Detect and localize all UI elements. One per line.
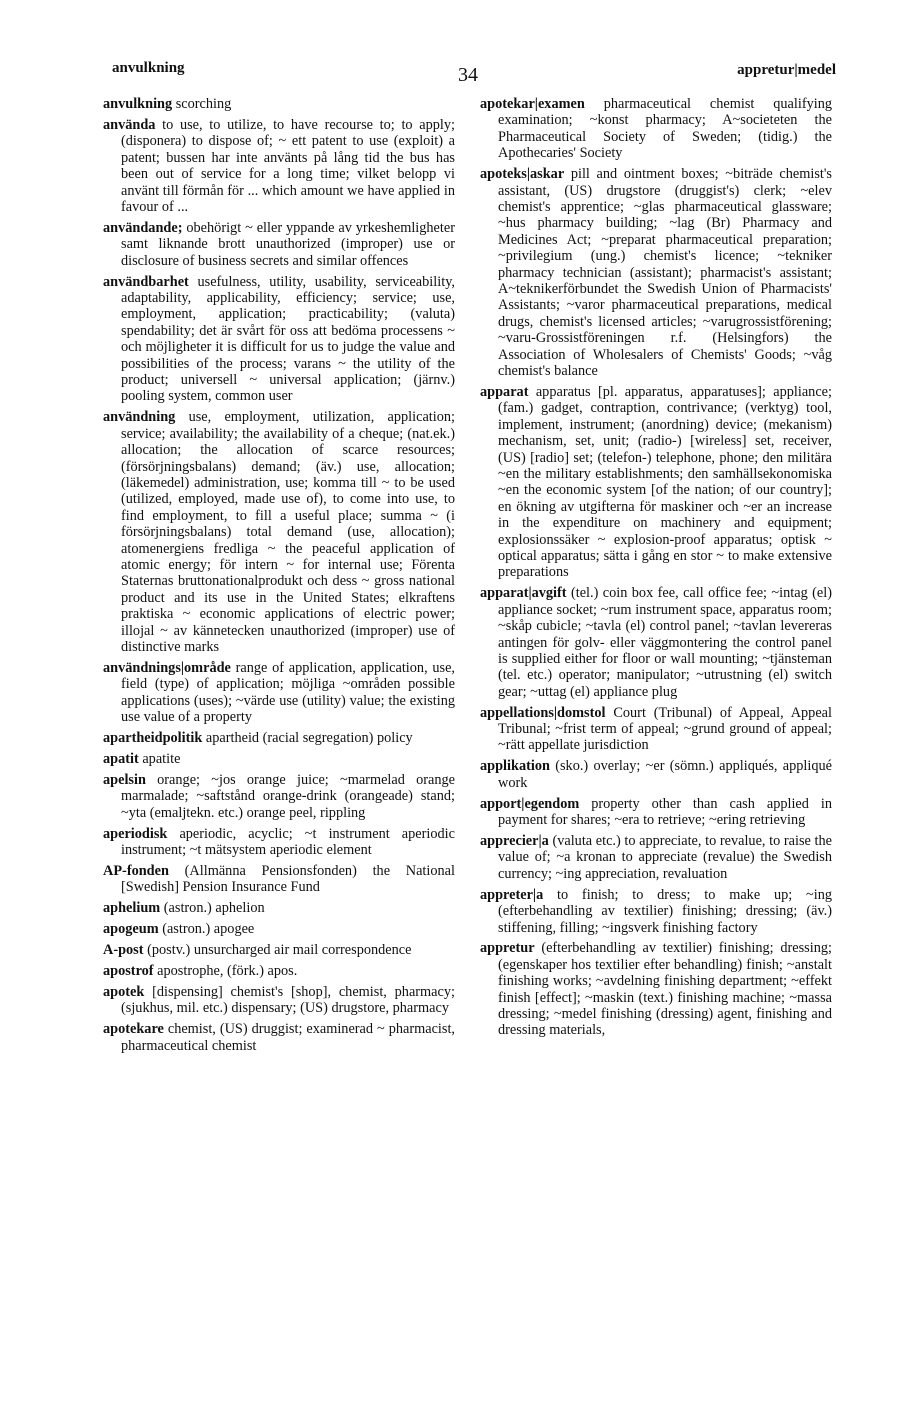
entry-headword: användning <box>103 409 176 426</box>
entry-definition: pharmaceutical chemist qualifying examination; ~konst pharmacy; A~societeten the Pharmaceutical Society of Sweden; (tidig.) the Apothecaries' Society <box>498 96 833 162</box>
entry-definition: apartheid (racial segregation) policy <box>205 730 413 747</box>
entry-headword: användande; <box>103 219 183 236</box>
dictionary-entry <box>103 963 455 979</box>
dictionary-entry <box>480 940 832 1038</box>
entry-definition: (astron.) aphelion <box>163 900 265 917</box>
dictionary-entry <box>480 166 832 379</box>
dictionary-entry <box>103 730 455 746</box>
entry-headword: apotek <box>103 983 145 1000</box>
entry-headword: apogeum <box>103 921 159 938</box>
entry-definition: apparatus [pl. apparatus, apparatuses]; appliance; (fam.) gadget, contraption, contrivance; (verktyg) tool, implement, instrument; (anordning) device; (mekanism) mechanism, set, unit; (radio-) [wireless] set, receiver, (US) [radio] set; (telefon-) telephone, phone; den militära ~en the military establishments; den samhällsekonomiska ~en the economic system [of the nation; of our country]; en ökning av utgifterna för maskiner och ~er an increase in the expenditure on machinery and equipment; explosionssäker ~ explosion-proof apparatus; optisk ~ optical apparatus; sätta i gång en stor ~ to make extensive preparations <box>498 383 832 581</box>
dictionary-entry <box>480 96 832 162</box>
entry-definition: (postv.) unsurcharged air mail correspondence <box>147 942 412 958</box>
dictionary-entry <box>103 409 455 655</box>
entry-headword: appreter|a <box>480 886 544 903</box>
entry-definition: orange; ~jos orange juice; ~marmelad orange marmalade; ~saftstånd orange-drink (orangeade) stand; ~yta (emaljtekn. etc.) orange peel, rippling <box>121 771 456 821</box>
entry-definition: (Allmänna Pensionsfonden) the National [Swedish] Pension Insurance Fund <box>121 862 455 896</box>
entry-headword: anvulkning <box>103 96 173 112</box>
entry-headword: användbarhet <box>103 273 189 290</box>
dictionary-entry <box>103 826 455 859</box>
page-header <box>112 60 836 88</box>
entry-headword: apostrof <box>103 962 154 979</box>
entry-definition: obehörigt ~ eller yppande av yrkeshemligheter samt liknande brott unauthorized (improper) use or disclosure of business secrets and similar offences <box>121 219 455 269</box>
entry-headword: apelsin <box>103 771 146 788</box>
entry-definition: (tel.) coin box fee, call office fee; ~intag (el) appliance socket; ~rum instrument space, apparatus room; ~skåp cubicle; ~tavla (el) control panel; ~tavlan levereras antingen för golv- eller väggmontering the control panel is supplied either for floor or wall mounting; ~tjänsteman (tel. etc.) operator; manipulator; ~utrustning (el) switch gear; ~uttag (el) appliance plug <box>498 585 832 700</box>
dictionary-entry <box>103 274 455 405</box>
entry-definition: usefulness, utility, usability, serviceability, adaptability, applicability, efficiency; service; use, employment, application; practicability; (valuta) spendability; det är svårt för oss att bedöma processens ~ och möjligheter it is difficult for us to judge the value and possibilities of the process; varans ~ the utility of the product; universell ~ universal application; (järnv.) pooling system, common user <box>121 273 455 405</box>
dictionary-entry <box>103 900 455 916</box>
entry-headword: apoteks|askar <box>480 166 565 183</box>
dictionary-entry <box>103 942 455 958</box>
dictionary-entry <box>480 384 832 581</box>
entry-headword: användnings|område <box>103 659 231 676</box>
dictionary-entry <box>103 660 455 726</box>
entry-definition: range of application, application, use, field (type) of application; möjliga ~områden possible applications (uses); ~värde use (utility) value; the existing use value of a property <box>121 659 455 726</box>
left-column <box>103 96 455 1058</box>
entry-headword: applikation <box>480 758 550 775</box>
entry-definition: aperiodic, acyclic; ~t instrument aperiodic instrument; ~t mätsystem aperiodic element <box>121 825 455 858</box>
dictionary-entry <box>103 117 455 215</box>
entry-headword: apprecier|a <box>480 832 549 849</box>
entry-headword: använda <box>103 116 156 133</box>
entry-headword: apparat|avgift <box>480 585 567 602</box>
dictionary-entry <box>480 758 832 791</box>
entry-headword: apotekare <box>103 1021 164 1038</box>
dictionary-entry <box>480 887 832 936</box>
entry-definition: scorching <box>175 96 232 112</box>
dictionary-entry <box>103 1021 455 1054</box>
entry-definition: (valuta etc.) to appreciate, to revalue, to raise the value of; ~a kronan to appreciate (revalue) the Swedish currency; ~ing appreciation, revaluation <box>498 832 832 882</box>
entry-definition: to finish; to dress; to make up; ~ing (efterbehandling av textilier) finishing; dressing; (äv.) stiffening, filling; ~ingsverk finishing factory <box>498 886 833 936</box>
entry-headword: aperiodisk <box>103 825 168 842</box>
right-column <box>480 96 832 1043</box>
left-guideword: anvulkning <box>112 60 185 76</box>
dictionary-entry <box>103 751 455 767</box>
dictionary-entry <box>103 772 455 821</box>
entry-headword: apatit <box>103 750 139 767</box>
dictionary-entry <box>103 921 455 937</box>
dictionary-entry <box>103 863 455 896</box>
right-guideword: appretur|medel <box>737 62 836 78</box>
dictionary-entry <box>480 833 832 882</box>
entry-headword: aphelium <box>103 900 161 917</box>
entry-definition: chemist, (US) druggist; examinerad ~ pharmacist, pharmaceutical chemist <box>121 1021 455 1054</box>
entry-definition: to use, to utilize, to have recourse to; to apply; (disponera) to dispose of; ~ ett patent to use (exploit) a patent; bussen har inte använts på lång tid the bus has been out of service for a long time; vilket belopp vi använt till förmån för ... which amount we have applied in favour of ... <box>121 116 456 215</box>
entry-headword: apparat <box>480 383 529 400</box>
entry-definition: apostrophe, (förk.) apos. <box>157 962 298 979</box>
entry-definition: [dispensing] chemist's [shop], chemist, pharmacy; (sjukhus, mil. etc.) dispensary; (US) drugstore, pharmacy <box>121 983 455 1017</box>
dictionary-entry <box>480 796 832 829</box>
entry-definition: (efterbehandling av textilier) finishing; dressing; (egenskaper hos textilier efter behandling) finish; ~anstalt finishing works; ~avdelning finishing department; ~effekt finish [effect]; ~maskin (text.) finishing machine; ~massa dressing; ~medel finishing (dressing) agent, finishing and dressing materials, <box>498 940 832 1039</box>
entry-definition: property other than cash applied in payment for shares; ~era to retrieve; ~ering retrieving <box>498 795 832 829</box>
entry-headword: AP-fonden <box>103 862 169 879</box>
dictionary-entry <box>103 984 455 1017</box>
entry-headword: apartheidpolitik <box>103 730 203 747</box>
entry-definition: Court (Tribunal) of Appeal, Appeal Tribunal; ~frist term of appeal; ~grund ground of appeal; ~rätt appellate jurisdiction <box>498 704 832 754</box>
entry-headword: apotekar|examen <box>480 96 585 112</box>
entry-definition: (astron.) apogee <box>162 921 255 938</box>
dictionary-entry <box>103 220 455 269</box>
entry-definition: apatite <box>142 750 181 767</box>
entry-headword: appretur <box>480 940 535 957</box>
entry-definition: pill and ointment boxes; ~biträde chemist's assistant, (US) drugstore (druggist's) clerk; ~elev chemist's apprentice; ~glas pharmaceutical glassware; ~hus pharmacy building; ~lag (Br) Pharmacy and Medicines Act; ~preparat pharmaceutical preparation; ~privilegium (ung.) chemist's licence; ~tekniker pharmacy technician (assistant); pharmacist's assistant; A~teknikerförbundet the Swedish Union of Pharmacists' Assistants; ~varor pharmaceutical preparations, medical drugs, chemist's licensed articles; ~varugrossistförening; ~varu-Grossistföreningen r.f. (Helsingfors) the Association of Wholesalers of Chemists' Goods; ~våg chemist's balance <box>498 166 832 379</box>
entry-headword: appellations|domstol <box>480 704 606 721</box>
dictionary-entry <box>480 585 832 700</box>
dictionary-entry <box>103 96 455 112</box>
entry-headword: A-post <box>103 942 144 958</box>
entry-definition: (sko.) overlay; ~er (sömn.) appliqués, appliqué work <box>498 758 833 791</box>
entry-headword: apport|egendom <box>480 795 580 812</box>
page-number: 34 <box>458 64 478 86</box>
dictionary-entry <box>480 705 832 754</box>
entry-definition: use, employment, utilization, application; service; availability; the availability of a cheque; (nat.ek.) allocation; the allocation of scarce resources; (försörjningsbalans) demand; (äv.) use, allocation; (läkemedel) administration, use; komma till ~ to be used (utilized, employed, made use of), to come into use, to find employment, to fill a useful place; summa ~ (i försörjningsbalans) total demand (use, allocation); atomenergiens fredliga ~ the peaceful application of atomic energy; för intern ~ for internal use; Förenta Staternas bruttonationalprodukt och dess ~ gross national product and its use in the United States; elkraftens praktiska ~ economic applications of electric power; illojal ~ av kännetecken unauthorized (improper) use of distinctive marks <box>121 409 456 655</box>
